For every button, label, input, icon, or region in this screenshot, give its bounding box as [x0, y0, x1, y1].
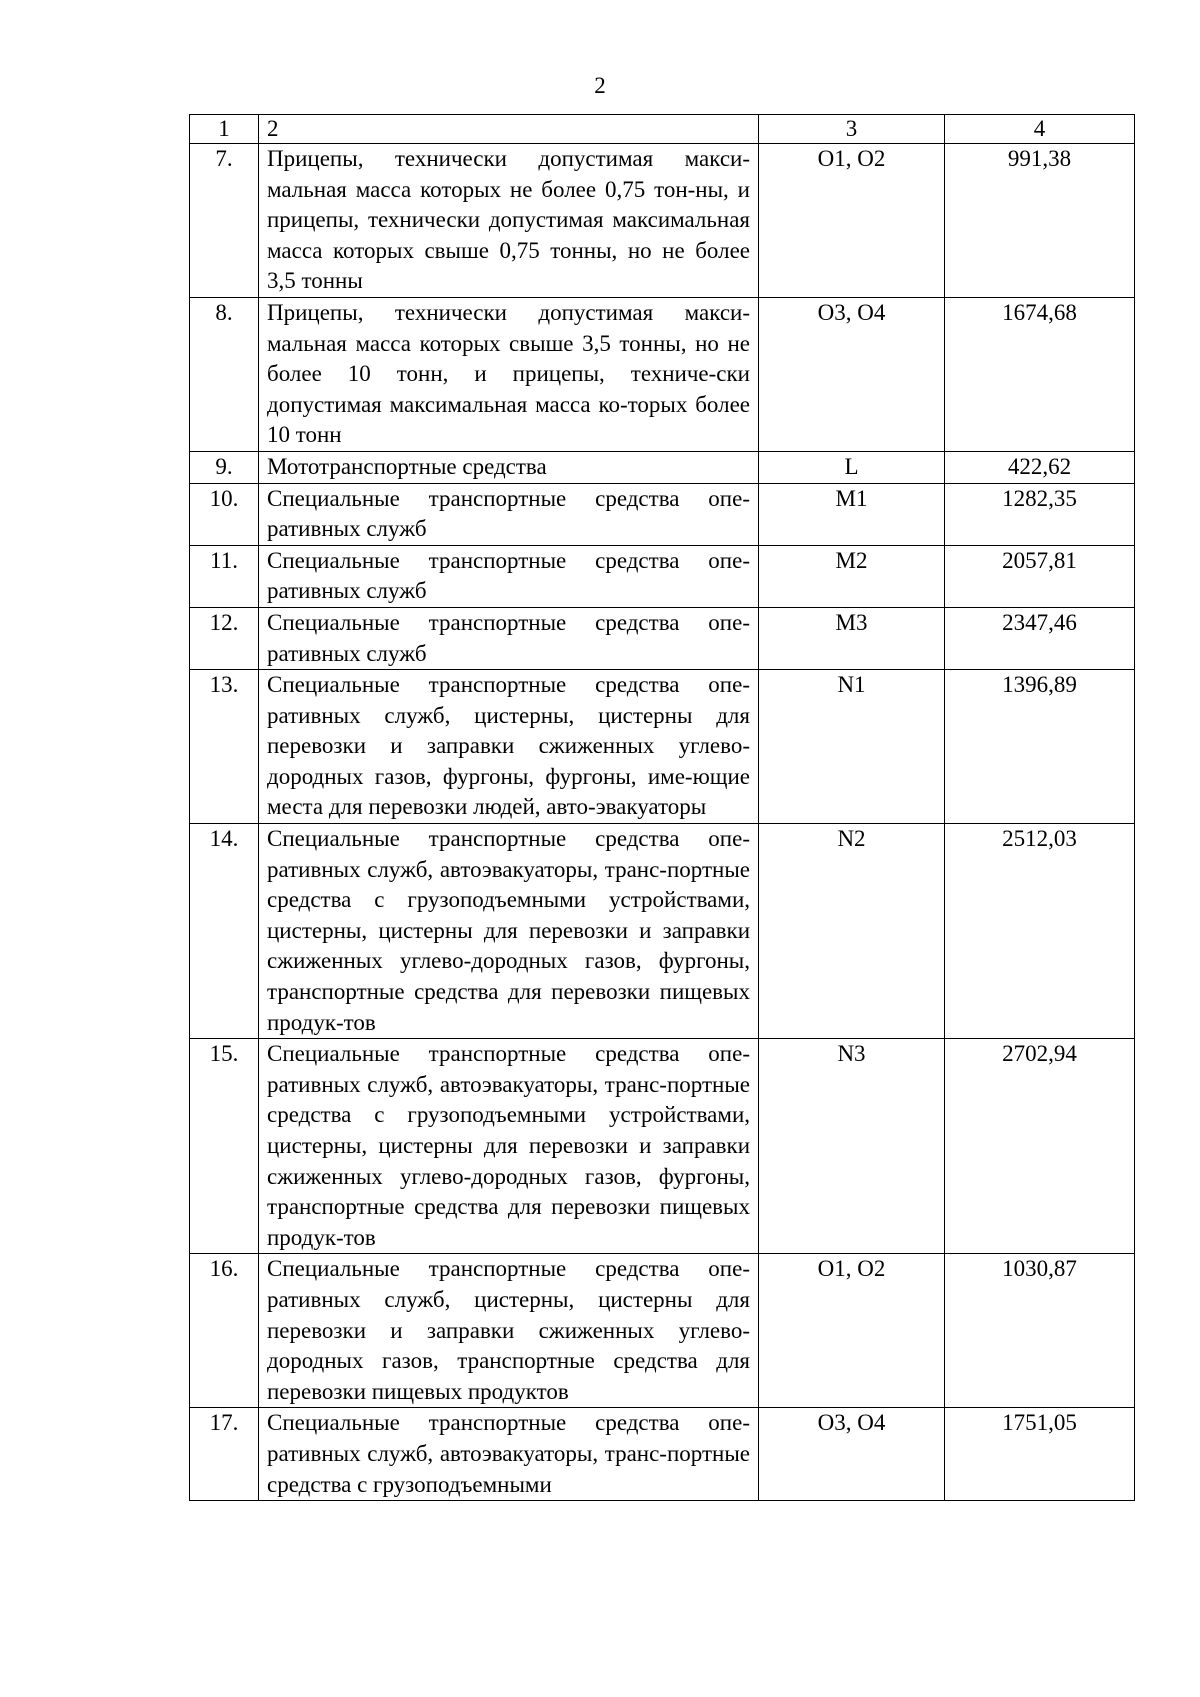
table-row — [190, 545, 1135, 607]
table-row — [190, 670, 1135, 824]
row-number: 14. — [190, 824, 259, 1039]
row-category: M1 — [759, 483, 945, 545]
row-number: 12. — [190, 607, 259, 669]
row-number: 10. — [190, 483, 259, 545]
table-row — [190, 297, 1135, 451]
column-header-category: 3 — [759, 115, 945, 144]
row-category: O3, O4 — [759, 297, 945, 451]
row-description: Мототранспортные средства — [259, 451, 759, 483]
row-number: 17. — [190, 1408, 259, 1501]
row-number: 15. — [190, 1039, 259, 1254]
page-number: 2 — [594, 73, 606, 98]
row-description: Специальные транспортные средства опе-ративных служб, цистерны, цистерны для перевозки и заправки сжиженных углево-дородных газов, транспортные средства для перевозки пищевых продуктов — [259, 1254, 759, 1408]
row-category: O1, O2 — [759, 144, 945, 298]
row-number: 9. — [190, 451, 259, 483]
row-category: O1, O2 — [759, 1254, 945, 1408]
row-description: Специальные транспортные средства опе-ративных служб — [259, 483, 759, 545]
table-row — [190, 607, 1135, 669]
row-description: Специальные транспортные средства опе-ративных служб, автоэвакуаторы, транс-портные средства с грузоподъемными — [259, 1408, 759, 1501]
row-value: 1282,35 — [945, 483, 1135, 545]
row-description: Прицепы, технически допустимая макси-мальная масса которых свыше 3,5 тонны, но не более 10 тонн, и прицепы, техниче-ски допустимая максимальная масса ко-торых более 10 тонн — [259, 297, 759, 451]
table-row — [190, 824, 1135, 1039]
row-category: N1 — [759, 670, 945, 824]
table-header-row — [190, 115, 1135, 144]
row-number: 11. — [190, 545, 259, 607]
row-category: M2 — [759, 545, 945, 607]
row-category: M3 — [759, 607, 945, 669]
row-number: 8. — [190, 297, 259, 451]
row-description: Специальные транспортные средства опе-ративных служб, автоэвакуаторы, транс-портные средства с грузоподъемными устройствами, цистерны, цистерны для перевозки и заправки сжиженных углево-дородных газов, фургоны, транспортные средства для перевозки пищевых продук-тов — [259, 824, 759, 1039]
row-value: 1396,89 — [945, 670, 1135, 824]
row-value: 2347,46 — [945, 607, 1135, 669]
row-description: Специальные транспортные средства опе-ративных служб — [259, 545, 759, 607]
row-value: 1030,87 — [945, 1254, 1135, 1408]
row-value: 2702,94 — [945, 1039, 1135, 1254]
row-value: 2512,03 — [945, 824, 1135, 1039]
table-row — [190, 144, 1135, 298]
row-value: 422,62 — [945, 451, 1135, 483]
tariff-table — [189, 114, 1135, 1501]
row-value: 991,38 — [945, 144, 1135, 298]
row-description: Специальные транспортные средства опе-ративных служб, автоэвакуаторы, транс-портные средства с грузоподъемными устройствами, цистерны, цистерны для перевозки и заправки сжиженных углево-дородных газов, фургоны, транспортные средства для перевозки пищевых продук-тов — [259, 1039, 759, 1254]
row-value: 1751,05 — [945, 1408, 1135, 1501]
table-row — [190, 1408, 1135, 1501]
row-category: O3, O4 — [759, 1408, 945, 1501]
row-description: Прицепы, технически допустимая макси-мальная масса которых не более 0,75 тон-ны, и прицепы, технически допустимая максимальная масса которых свыше 0,75 тонны, но не более 3,5 тонны — [259, 144, 759, 298]
row-number: 13. — [190, 670, 259, 824]
table-row — [190, 451, 1135, 483]
row-category: N3 — [759, 1039, 945, 1254]
row-value: 2057,81 — [945, 545, 1135, 607]
row-value: 1674,68 — [945, 297, 1135, 451]
row-description: Специальные транспортные средства опе-ративных служб, цистерны, цистерны для перевозки и заправки сжиженных углево-дородных газов, фургоны, фургоны, име-ющие места для перевозки людей, авто-эвакуаторы — [259, 670, 759, 824]
row-description: Специальные транспортные средства опе-ративных служб — [259, 607, 759, 669]
row-category: N2 — [759, 824, 945, 1039]
row-number: 16. — [190, 1254, 259, 1408]
table-row — [190, 1254, 1135, 1408]
row-number: 7. — [190, 144, 259, 298]
table-row — [190, 1039, 1135, 1254]
row-category: L — [759, 451, 945, 483]
column-header-value: 4 — [945, 115, 1135, 144]
table-row — [190, 483, 1135, 545]
column-header-number: 1 — [190, 115, 259, 144]
column-header-description: 2 — [259, 115, 759, 144]
